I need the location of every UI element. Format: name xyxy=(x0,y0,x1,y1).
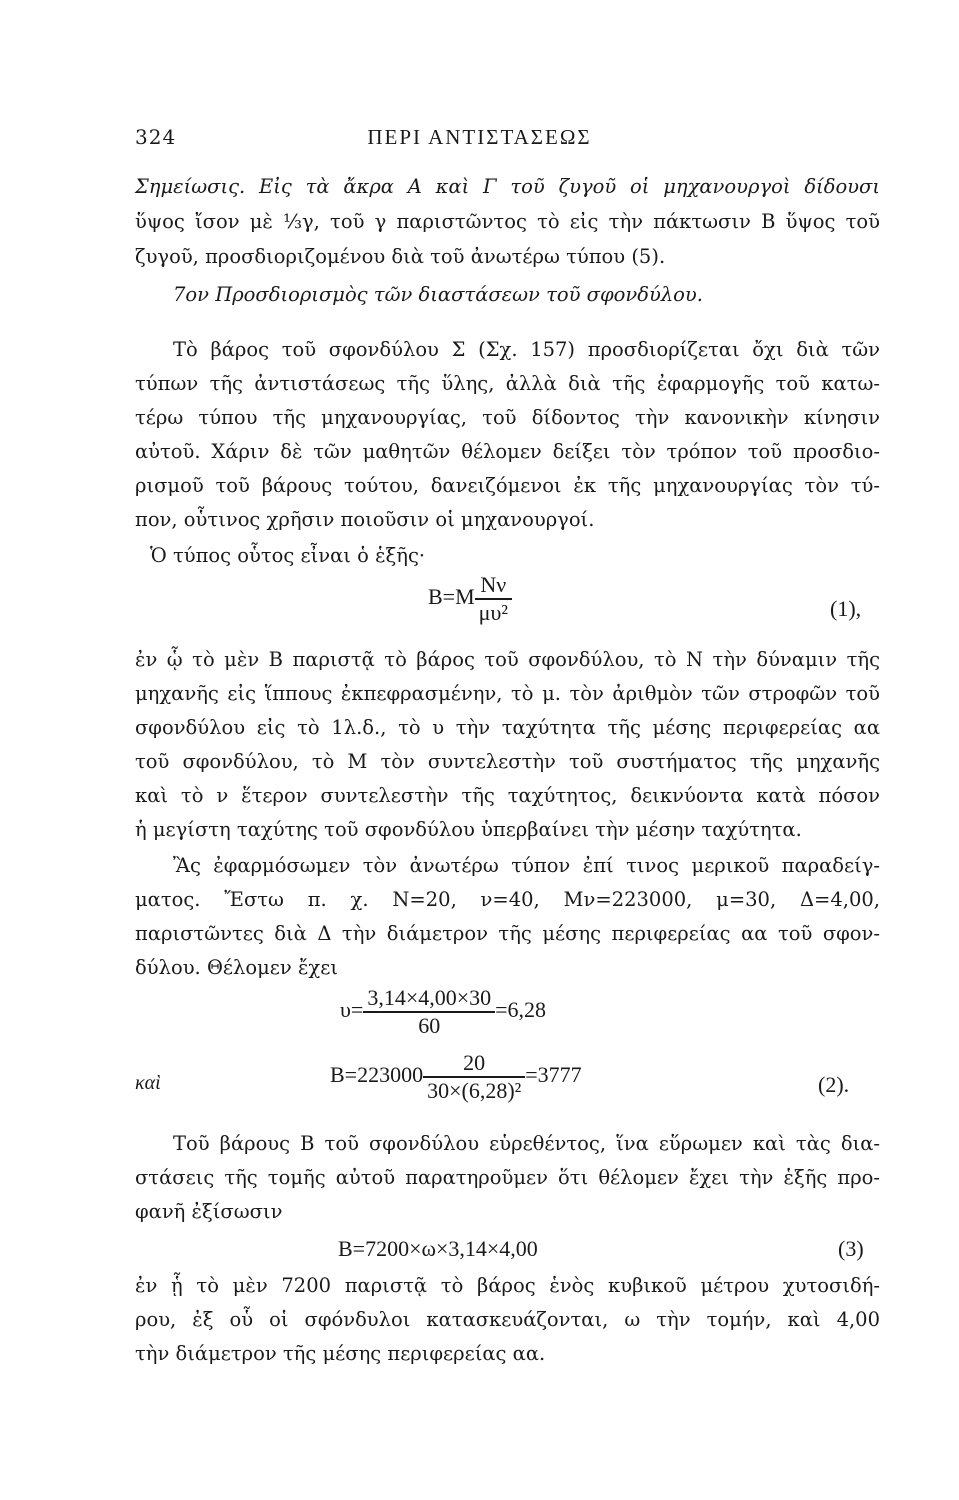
eq2-lhs: υ= xyxy=(340,997,364,1023)
equation-1 xyxy=(428,572,512,626)
text-line: Τοῦ βάρους Β τοῦ σφονδύλου εὑρεθέντος, ἵνα εὕρωμεν καὶ τὰς δια- xyxy=(173,1132,880,1155)
page-number: 324 xyxy=(135,125,177,149)
text-line: ἐν ᾧ τὸ μὲν Β παριστᾷ τὸ βάρος τοῦ σφονδύλου, τὸ Ν τὴν δύναμιν τῆς xyxy=(135,648,880,671)
eq3-numerator: 20 xyxy=(463,1050,486,1075)
equation-3: Β=7200×ω×3,14×4,00 xyxy=(338,1236,538,1261)
text-line: αὐτοῦ. Χάριν δὲ τῶν μαθητῶν θέλομεν δείξει τὸν τρόπον τοῦ προσδιο- xyxy=(135,440,880,463)
text-line: ρου, ἐξ οὗ οἱ σφόνδυλοι κατασκευάζονται, ω τὴν τομήν, καὶ 4,00 xyxy=(135,1308,880,1331)
text-line: Τὸ βάρος τοῦ σφονδύλου Σ (Σχ. 157) προσδιορίζεται ὄχι διὰ τῶν xyxy=(173,338,880,361)
equation-2 xyxy=(330,1050,582,1104)
eq2-fraction xyxy=(363,985,495,1039)
text-line: ἐν ᾗ τὸ μὲν 7200 παριστᾷ τὸ βάρος ἑνὸς κυβικοῦ μέτρου χυτοσιδή- xyxy=(135,1274,880,1297)
text-line: στάσεις τῆς τομῆς αὐτοῦ παρατηροῦμεν ὅτι θέλομεν ἔχει τὴν ἑξῆς προ- xyxy=(135,1166,880,1189)
text-line: δύλου. Θέλομεν ἔχει xyxy=(135,956,338,979)
eq3-fraction xyxy=(423,1050,525,1104)
text-line: μηχανῆς εἰς ἵππους ἐκπεφρασμένην, τὸ μ. τὸν ἀριθμὸν τῶν στροφῶν τοῦ xyxy=(135,682,880,705)
eq1-lhs: Β=Μ xyxy=(428,584,475,610)
text-line: σφονδύλου εἰς τὸ 1λ.δ., τὸ υ τὴν ταχύτητα τῆς μέσης περιφερείας αα xyxy=(135,716,880,739)
text-line: πον, οὗτινος χρῆσιν ποιοῦσιν οἱ μηχανουργοί. xyxy=(135,508,595,531)
eq2-rhs: =6,28 xyxy=(495,997,547,1023)
eq3-prefix: καὶ xyxy=(135,1072,161,1094)
eq2-denominator: 60 xyxy=(363,1011,495,1039)
text-line: καὶ τὸ ν ἕτερον συντελεστὴν τῆς ταχύτητος, δεικνύοντα κατὰ πόσον xyxy=(135,784,880,807)
text-line: παριστῶντες διὰ Δ τὴν διάμετρον τῆς μέσης περιφερείας αα τοῦ σφον- xyxy=(135,922,880,945)
equation-u xyxy=(340,985,546,1039)
eq2-numerator: 3,14×4,00×30 xyxy=(367,985,492,1010)
text-line: ρισμοῦ τοῦ βάρους τούτου, δανειζόμενοι ἐκ τῆς μηχανουργίας τὸν τύ- xyxy=(135,474,880,497)
text-line: ματος. Ἔστω π. χ. Ν=20, ν=40, Μν=223000, μ=30, Δ=4,00, xyxy=(135,888,880,911)
text-line: ὕψος ἴσον μὲ ⅓γ, τοῦ γ παριστῶντος τὸ εἰς τὴν πάκτωσιν Β ὕψος τοῦ xyxy=(135,210,880,233)
text-line: τοῦ σφονδύλου, τὸ Μ τὸν συντελεστὴν τοῦ συστήματος τῆς μηχανῆς xyxy=(135,750,880,773)
text-line: Σημείωσις. Εἰς τὰ ἄκρα Α καὶ Γ τοῦ ζυγοῦ οἱ μηχανουργοὶ δίδουσι xyxy=(135,175,880,198)
text-line: Ὁ τύπος οὗτος εἶναι ὁ ἑξῆς· xyxy=(150,544,426,567)
eq1-numerator: Νν xyxy=(480,572,507,597)
text-line: τύπων τῆς ἀντιστάσεως τῆς ὕλης, ἀλλὰ διὰ τῆς ἐφαρμογῆς τοῦ κατω- xyxy=(135,372,880,395)
eq3-label: (2). xyxy=(818,1072,850,1097)
eq3-lhs: Β=223000 xyxy=(330,1062,424,1088)
text-line: ἡ μεγίστη ταχύτης τοῦ σφονδύλου ὑπερβαίνει τὴν μέσην ταχύτητα. xyxy=(135,818,802,841)
text-line: τὴν διάμετρον τῆς μέσης περιφερείας αα. xyxy=(135,1342,546,1365)
section-heading: 7ον Προσδιορισμὸς τῶν διαστάσεων τοῦ σφονδύλου. xyxy=(173,283,703,306)
text-line: τέρω τύπου τῆς μηχανουργίας, τοῦ δίδοντος τὴν κανονικὴν κίνησιν xyxy=(135,406,880,429)
eq4-label: (3) xyxy=(838,1236,864,1261)
eq1-label: (1), xyxy=(830,596,862,621)
running-title: ΠΕΡΙ ΑΝΤΙΣΤΑΣΕΩΣ xyxy=(367,125,592,149)
eq3-rhs: =3777 xyxy=(525,1062,582,1088)
text-line: φανῆ ἐξίσωσιν xyxy=(135,1200,283,1223)
text-line: Ἂς ἐφαρμόσωμεν τὸν ἀνωτέρω τύπον ἐπί τινος μερικοῦ παραδείγ- xyxy=(173,854,880,877)
eq3-denominator: 30×(6,28)² xyxy=(423,1076,525,1104)
eq1-denominator: μυ² xyxy=(475,598,512,626)
page-header xyxy=(0,125,959,155)
eq1-fraction xyxy=(475,572,512,626)
text-line: ζυγοῦ, προσδιοριζομένου διὰ τοῦ ἀνωτέρω τύπου (5). xyxy=(135,245,666,268)
